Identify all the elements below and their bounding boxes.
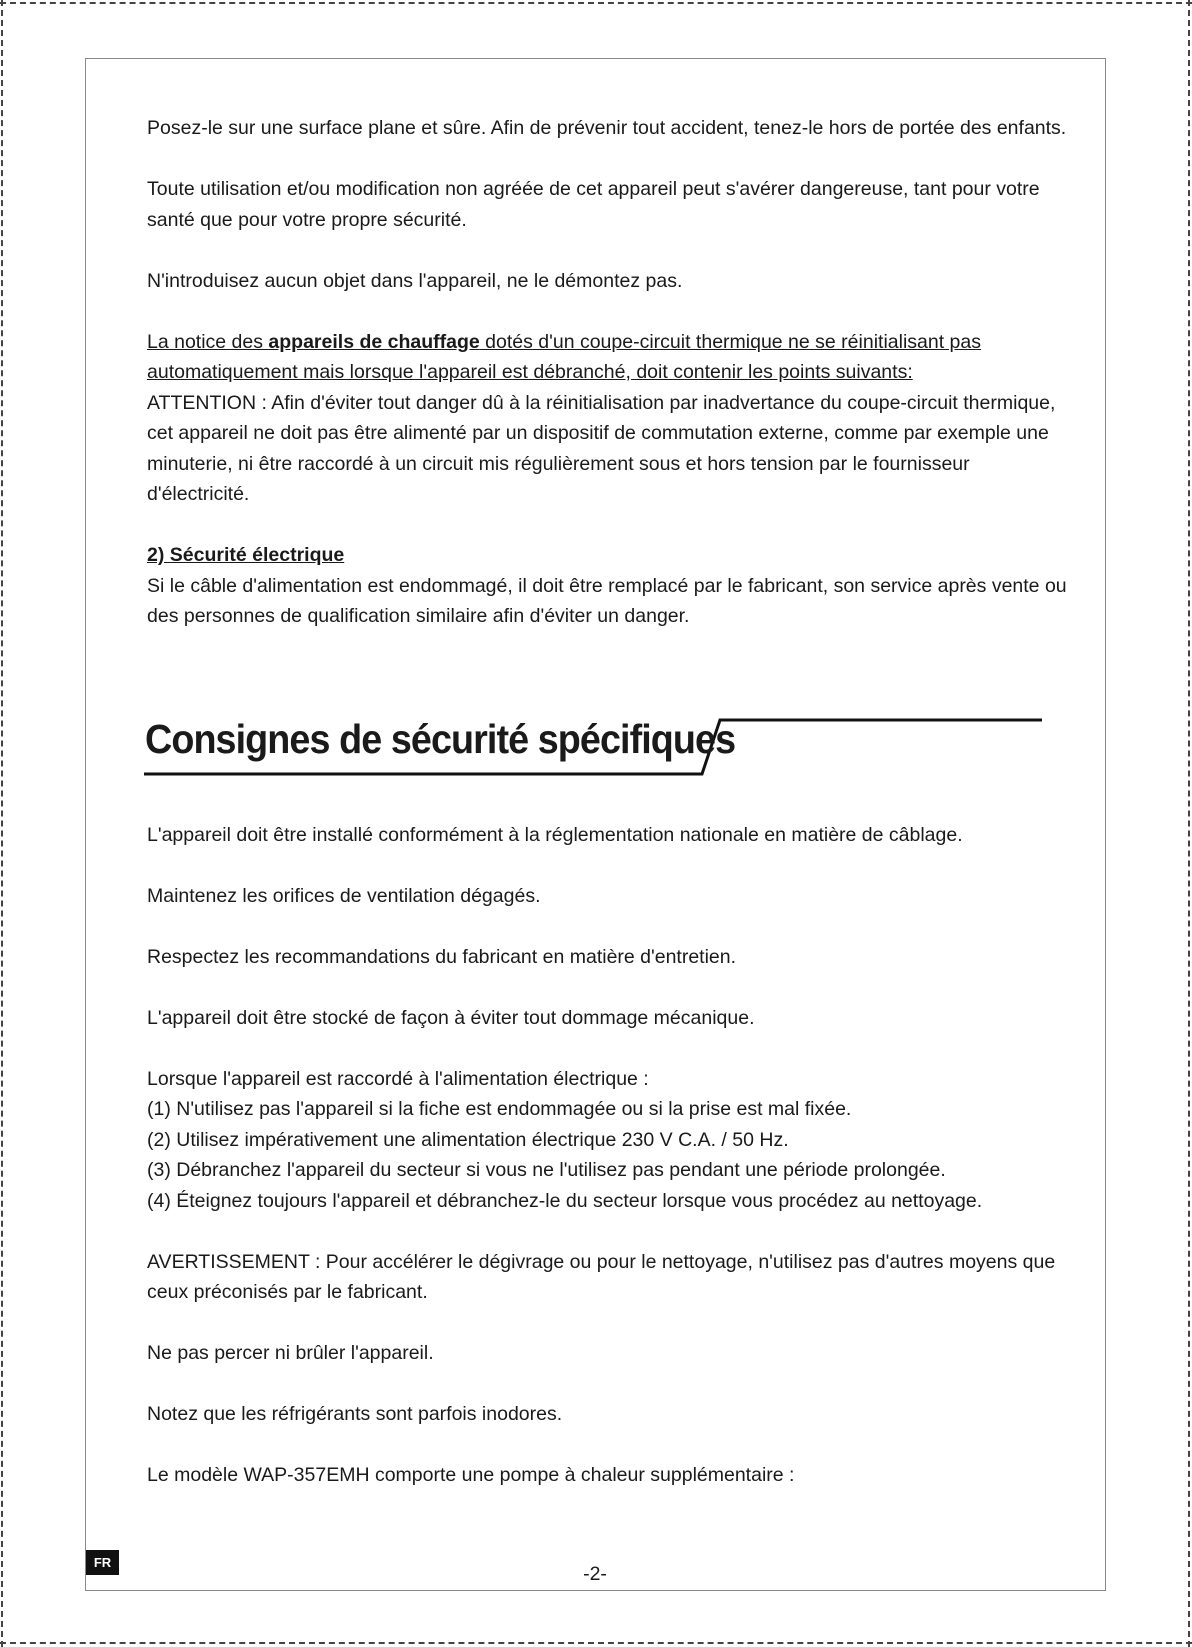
electrical-text: Si le câble d'alimentation est endommagé, il doit être remplacé par le fabricant, son service après vente ou des personnes de qualification similaire afin d'éviter un danger.: [147, 574, 1067, 627]
paragraph-warning: AVERTISSEMENT : Pour accélérer le dégivrage ou pour le nettoyage, n'utilisez pas d'autres moyens que ceux préconisés par le fabricant.: [147, 1250, 1056, 1303]
cut-line-left: [1, 0, 3, 1647]
notice-attention: ATTENTION : Afin d'éviter tout danger dû à la réinitialisation par inadvertance du coupe-circuit thermique, cet appareil ne doit pas être alimenté par un dispositif de commutation externe, comme par exemple une minuterie, ni être raccordé à un circuit mis régulièrement sous et hors tension par le fournisseur d'électricité.: [147, 391, 1056, 505]
paragraph-surface: Posez-le sur une surface plane et sûre. Afin de prévenir tout accident, tenez-le hors de portée des enfants.: [147, 117, 1067, 139]
cut-line-top: [0, 2, 1192, 4]
paragraph-modification: Toute utilisation et/ou modification non agréée de cet appareil peut s'avérer dangereuse, tant pour votre santé que pour votre propre sécurité.: [147, 178, 1040, 231]
language-badge: FR: [86, 1550, 119, 1575]
paragraph-ventilation: Maintenez les orifices de ventilation dégagés.: [147, 884, 541, 907]
notice-underlined: [147, 331, 981, 384]
paragraph-wiring: L'appareil doit être installé conformément à la réglementation nationale en matière de câblage.: [147, 823, 963, 846]
page-number: -2-: [583, 1563, 607, 1585]
cut-line-right: [1188, 0, 1190, 1647]
list-item: (1) N'utilisez pas l'appareil si la fiche est endommagée ou si la prise est mal fixée.: [147, 1098, 852, 1120]
notice-prefix: La notice des: [147, 330, 269, 353]
list-item: (4) Éteignez toujours l'appareil et débranchez-le du secteur lorsque vous procédez au nettoyage.: [147, 1189, 983, 1212]
notice-suffix: dotés d'un coupe-circuit thermique ne se réinitialisant pas automatiquement mais lorsque l'appareil est débranché, doit contenir les points suivants:: [147, 330, 981, 383]
paragraph-no-objects: N'introduisez aucun objet dans l'appareil, ne le démontez pas.: [147, 269, 683, 292]
section-title-block: [147, 692, 1067, 798]
paragraph-model: Le modèle WAP-357EMH comporte une pompe à chaleur supplémentaire :: [147, 1464, 795, 1486]
list-item: (3) Débranchez l'appareil du secteur si vous ne l'utilisez pas pendant une période prolongée.: [147, 1159, 946, 1181]
paragraph-refrigerants: Notez que les réfrigérants sont parfois inodores.: [147, 1403, 563, 1425]
paragraph-heating-notice: [147, 327, 1067, 510]
paragraph-no-pierce: Ne pas percer ni brûler l'appareil.: [147, 1342, 434, 1364]
paragraph-maintenance: Respectez les recommandations du fabricant en matière d'entretien.: [147, 945, 737, 968]
cut-line-bottom: [0, 1642, 1192, 1644]
paragraph-electrical: [147, 540, 1067, 632]
power-list: [147, 1064, 1067, 1217]
page-content: [147, 113, 1067, 1521]
paragraph-storage: L'appareil doit être stocké de façon à éviter tout dommage mécanique.: [147, 1006, 755, 1029]
section-title: Consignes de sécurité spécifiques: [145, 715, 736, 762]
notice-bold: appareils de chauffage: [268, 330, 480, 353]
electrical-heading: 2) Sécurité électrique: [147, 544, 345, 566]
power-list-intro: Lorsque l'appareil est raccordé à l'alimentation électrique :: [147, 1067, 649, 1090]
list-item: (2) Utilisez impérativement une alimentation électrique 230 V C.A. / 50 Hz.: [147, 1128, 789, 1151]
